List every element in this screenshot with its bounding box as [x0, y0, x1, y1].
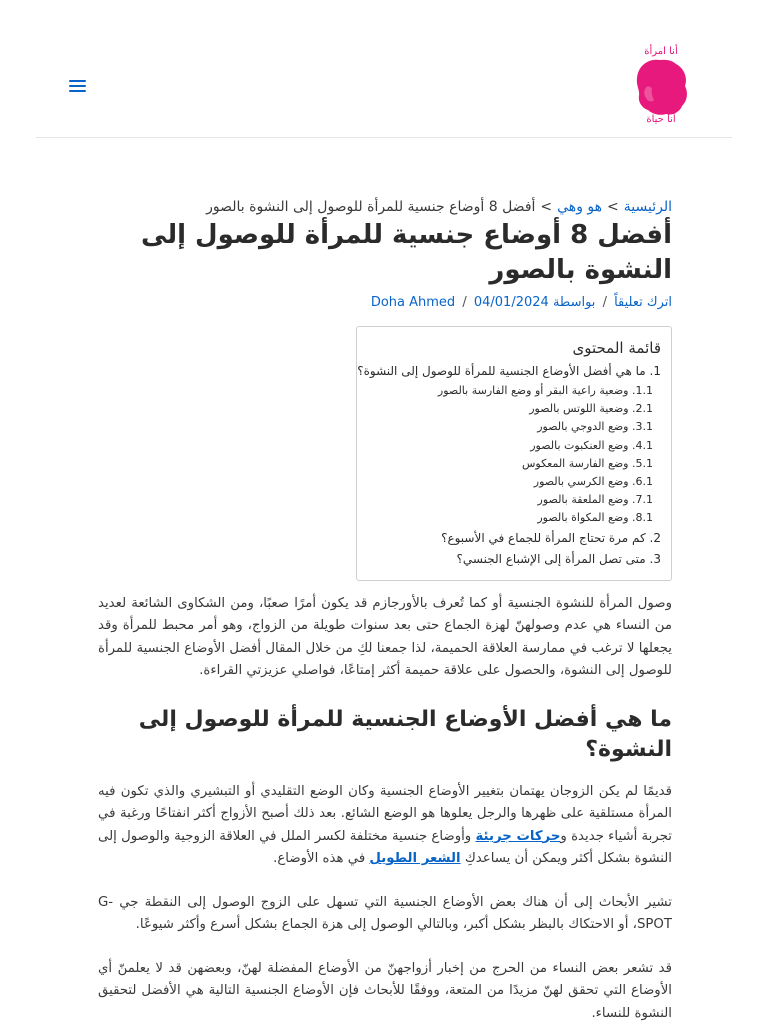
toc-item[interactable]: 1.1. وضعية راعية البقر أو وضع الفارسة بالصور [437, 384, 653, 397]
table-of-contents [356, 326, 672, 581]
toc-item[interactable]: 1. ما هي أفضل الأوضاع الجنسية للمرأة للوصول إلى النشوة؟ [357, 364, 661, 378]
site-header [0, 0, 768, 138]
breadcrumb-separator: > [540, 199, 553, 215]
toc-item[interactable]: 4.1. وضع العنكبوت بالصور [530, 438, 653, 452]
by-label: بواسطة [552, 295, 596, 310]
logo-text-bottom: أنا حياة [646, 114, 676, 125]
long-hair-link[interactable]: الشعر الطويل [369, 851, 461, 867]
breadcrumb-category-link[interactable]: هو وهي [557, 199, 603, 215]
bold-moves-link[interactable]: حركات جريئة [475, 828, 561, 844]
breadcrumb [98, 196, 672, 218]
toc-item[interactable]: 6.1. وضع الكرسي بالصور [533, 475, 653, 489]
paragraph: قد تشعر بعض النساء من الحرج من إخبار أزواجهنّ من الأوضاع المفضلة لهنّ، وبعضهن قد لا يعلمنّ أي الأوضاع التي تحقق لهنّ مزيدًا من المتعة، ووفقًا للأبحاث فإن الأوضاع الجنسية التالية هي الأفضل لتحقيق النشوة للنساء. [98, 960, 672, 1021]
breadcrumb-home-link[interactable]: الرئيسية [623, 199, 672, 215]
breadcrumb-current: أفضل 8 أوضاع جنسية للمرأة للوصول إلى النشوة بالصور [206, 199, 536, 215]
toc-item[interactable]: 5.1. وضع الفارسة المعكوس [521, 456, 653, 470]
woman-silhouette-icon [630, 56, 692, 120]
paragraph-text: في هذه الأوضاع. [273, 851, 370, 867]
toc-item[interactable]: 7.1. وضع الملعقة بالصور [537, 493, 653, 507]
post-meta [98, 292, 672, 314]
page-title: أفضل 8 أوضاع جنسية للمرأة للوصول إلى النشوة بالصور [141, 220, 672, 285]
site-logo[interactable] [630, 42, 692, 130]
toc-title: قائمة المحتوى [572, 339, 661, 357]
toc-item[interactable]: 2.1. وضعية اللوتس بالصور [529, 402, 653, 416]
leave-comment-link[interactable]: اترك تعليقاً [614, 295, 672, 310]
logo-text-top: أنا امرأة [644, 46, 678, 57]
meta-separator: / [602, 295, 607, 310]
paragraph: تشير الأبحاث إلى أن هناك بعض الأوضاع الجنسية التي تسهل على الزوج الوصول إلى النقطة جي G-SPOT، أو الاحتكاك بالبظر بشكل أكبر، وبالتالي الوصول إلى هزة الجماع بشكل أسرع وأكثر شيوعًا. [98, 894, 672, 933]
meta-separator: / [462, 295, 467, 310]
toc-item[interactable]: 3. متى تصل المرأة إلى الإشباع الجنسي؟ [456, 551, 661, 566]
toc-item[interactable]: 2. كم مرة تحتاج المرأة للجماع في الأسبوع؟ [441, 530, 661, 545]
breadcrumb-separator: > [607, 199, 619, 215]
section-heading: ما هي أفضل الأوضاع الجنسية للمرأة للوصول إلى النشوة؟ [138, 706, 672, 762]
author-link[interactable]: Doha Ahmed [370, 295, 456, 310]
paragraph-text: وأوضاع جنسية مختلفة لكسر الملل في العلاقة الزوجية والوصول إلى النشوة بشكل أكثر ويمكن أن يساعدكِ [98, 828, 672, 867]
post-date: 04/01/2024 [473, 295, 549, 310]
intro-paragraph: وصول المرأة للنشوة الجنسية أو كما تُعرف بالأورجازم قد يكون أمرًا صعبًا، ومن الشكاوى الشائعة لعديد من النساء هي عدم وصولهنّ لهزة الجماع حتى بعد سنوات طويلة من الزواج، وهو أمر محبط للمرأة وقد يجعلها لا ترغب في ممارسة العلاقة الحميمة، لذا جمعنا لكِ من خلال المقال أفضل الأوضاع الجنسية للمرأة للوصول إلى النشوة، والحصول على علاقة حميمة أكثر إمتاعًا، فواصلي عزيزتي القراءة. [98, 595, 672, 679]
hamburger-menu-icon[interactable] [66, 77, 86, 95]
toc-item[interactable]: 8.1. وضع المكواة بالصور [537, 511, 653, 525]
toc-item[interactable]: 3.1. وضع الدوجي بالصور [537, 420, 653, 434]
header-divider [36, 137, 732, 138]
paragraph [98, 781, 672, 871]
paragraph-text: قديمًا لم يكن الزوجان يهتمان بتغيير الأوضاع الجنسية وكان الوضع التقليدي أو التبشيري والذي تكون فيه المرأة مستلقية على ظهرها والرجل يعلوها هو الوضع الشائع. بعد ذلك أصبح الأزواج أكثر انفتاحًا ورغبة في تجربة أشياء جديدة و [98, 783, 672, 844]
article-content [98, 196, 672, 1024]
